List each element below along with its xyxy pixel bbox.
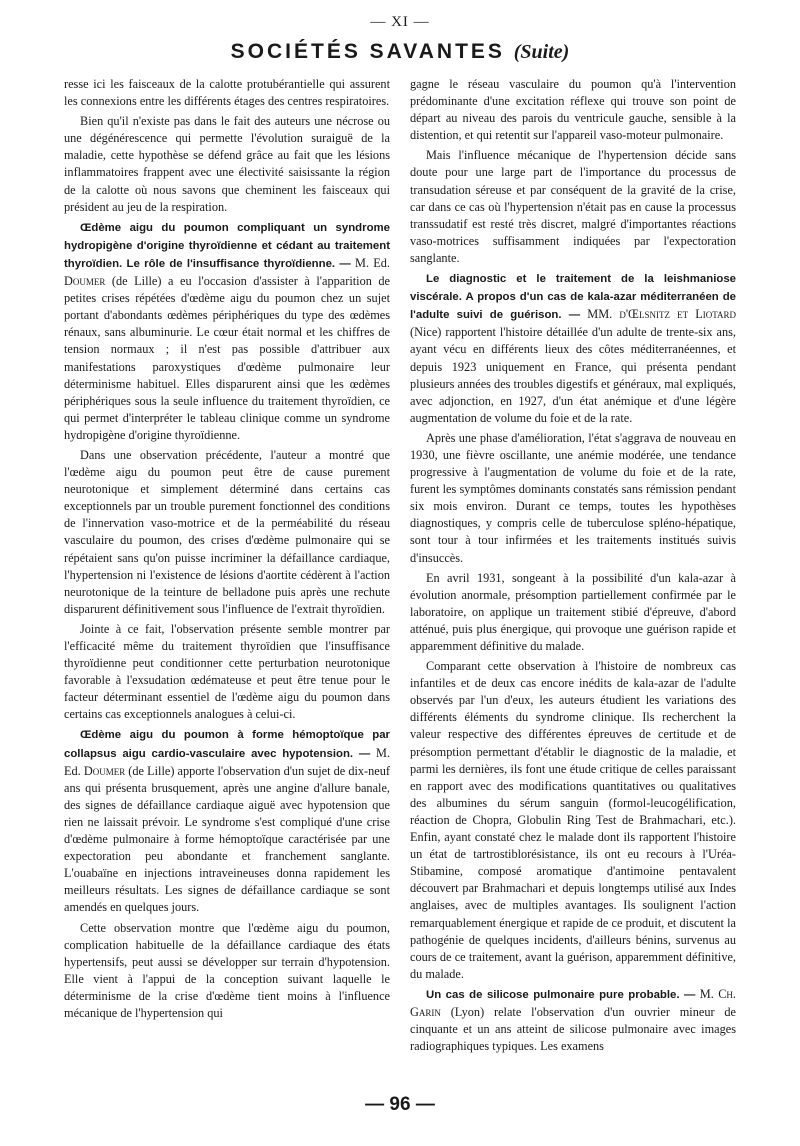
body-paragraph: Bien qu'il n'existe pas dans le fait des auteurs une nécrose ou une dégénérescence qui permette l'évolution suraiguë de la maladie, cette hypothèse se défend grâce au fait que les lésions inflammatoires frappent avec une électivité saisissante la région de la calotte où nous savons que cheminent les faisceaux qui président au jeu de la respiration. bbox=[64, 114, 390, 214]
abstract-paragraph bbox=[410, 270, 736, 427]
abstract-heading: Un cas de silicose pulmonaire pure probable. — bbox=[426, 988, 696, 1001]
paragraph-text: (de Lille) apporte l'observation d'un sujet de dix-neuf ans qui présenta brusquement, après une angine d'allure banale, des signes de défaillance cardiaque aiguë avec hypotension que rien ne laissait prévoir. Le syndrome s'est compliqué d'une crise d'œdème pulmonaire à forme hémoptoïque caractérisée par une expectoration peu abondante et franchement sanglante. L'ouabaïne en injections intraveineuses donna rapidement les meilleurs résultats. Les signes de défaillance cardiaque se sont amendés en quelques jours. bbox=[64, 763, 390, 915]
abstract-heading: Œdème aigu du poumon à forme hémoptoïque par collapsus aigu cardio-vasculaire avec hypotension. — bbox=[64, 729, 390, 760]
journal-title-text: SOCIÉTÉS SAVANTES bbox=[230, 40, 505, 63]
abstract-heading: Le diagnostic et le traitement de la leishmaniose viscérale. A propos d'un cas de kala-azar méditerranéen de l'adulte suivi de guérison. — bbox=[410, 273, 736, 322]
journal-section-title bbox=[0, 40, 800, 64]
left-column bbox=[64, 76, 390, 1086]
body-paragraph: Jointe à ce fait, l'observation présente semble montrer par l'efficacité même du traitement thyroïdien que l'insuffisance thyroïdienne peut conditionner cette perturbation neurotonique favorable à l'exsudation œdémateuse et peut être tenue pour le facteur déterminant essentiel de l'œdème aigu du poumon dans certains cas exceptionnels analogues à celui-ci. bbox=[64, 621, 390, 722]
author-prefix: M. bbox=[695, 986, 719, 1001]
body-paragraph: Comparant cette observation à l'histoire de nombreux cas infantiles et de deux cas encore inédits de kala-azar de l'adulte observés par l'un d'eux, les auteurs étudient les variations des différents éléments du syndrome clinique. Ils recherchent la valeur respective des différentes épreuves de certitude et de présomption permettant d'établir le diagnostic de la maladie, et parmi les dernières, ils font une étude critique de celles paraissant en rapport avec des modifications quantitatives ou qualitatives des albumines du sérum sanguin (formol-leucogélification, réaction de Chopra, Globulin Ring Test de Brahmachari, etc.). Enfin, ayant constaté chez le malade dont ils rapportent l'histoire un état de tartrostiblorésistance, ils ont eu recours à l'Uréa-Stibamine, composé aromatique d'antimoine pentavalent découvert par Brahmachari et depuis longtemps utilisé aux Indes anglaises, avec de multiples avantages. Ils soulignent l'action remarquablement énergique et rapide de ce produit, et discutent la pathogénie de quelques incidents, d'ailleurs bénins, survenus au cours de ce traitement, avant la guérison, apparemment définitive, du malade. bbox=[410, 659, 736, 981]
paragraph-text: (de Lille) a eu l'occasion d'assister à l'apparition de petites crises répétées d'œdème aigu du poumon chez un sujet portant d'abondants œdèmes périphériques du type des œdèmes rénaux, sans albuminurie. Le cœur était normal et les chiffres de tension normaux ; il n'est pas possible d'attribuer aux manifestations paroxystiques d'œdème pulmonaire leur déterminisme habituel. Elles disparurent ainsi que les œdèmes périphériques sous la seule influence du traitement thyroïdien, ce qui permet d'interpréter le tableau clinique comme un syndrome hydropigène d'origine thyroïdienne. bbox=[64, 274, 390, 442]
paragraph-text: (Lyon) relate l'observation d'un ouvrier mineur de cinquante et un ans atteint de silicose pulmonaire avec images radiographiques typiques. Les examens bbox=[410, 1004, 736, 1054]
roman-page-number: — XI — bbox=[370, 14, 430, 30]
article-columns bbox=[64, 76, 736, 1086]
journal-title-suite: (Suite) bbox=[513, 41, 570, 63]
paragraph-text: (Nice) rapportent l'histoire détaillée d'un adulte de trente-six ans, ayant vécu en différents lieux des côtes méditerranéennes, et depuis 1923 uniquement en France, qui présenta pendant plusieurs années des troubles digestifs et généraux, mal expliqués, avec adjonction, en 1927, d'un état anémique et d'une légère augmentation de volume du foie et de la rate. bbox=[410, 325, 736, 425]
author-name: Ch. Garin bbox=[410, 986, 736, 1019]
body-paragraph: Mais l'influence mécanique de l'hypertension décide sans doute pour une large part de l'importance du processus de transudation séreuse et par conséquent de la gravité de la crise, car dans ce cas où l'hypertension n'était pas en cause la processus transsudatif est resté très discret, malgré d'importantes réactions vaso-motrices suffisamment indiquées par l'expectoration sanglante. bbox=[410, 148, 736, 265]
abstract-paragraph bbox=[64, 726, 390, 916]
abstract-heading: Œdème aigu du poumon compliquant un syndrome hydropigène d'origine thyroïdienne et cédant au traitement thyroïdien. Le rôle de l'insuffisance thyroïdienne. — bbox=[64, 221, 390, 270]
author-prefix: M. Ed. bbox=[350, 255, 390, 270]
body-paragraph: Cette observation montre que l'œdème aigu du poumon, complication habituelle de la défaillance cardiaque des états hypertensifs, peut aussi se développer sur terrain d'hypotension. Elle vient à l'appui de la conception suivant laquelle le déterminisme de la crise d'œdème tient moins à l'influence mécanique de l'hypertension qui bbox=[64, 920, 390, 1020]
abstract-paragraph bbox=[64, 219, 390, 444]
body-paragraph: En avril 1931, songeant à la possibilité d'un kala-azar à évolution anormale, présomption partiellement confirmée par le laboratoire, on applique un traitement stibié d'épreuve, d'abord atténué, puis plus énergique, qui provoque une guérison rapide et apparemment définitive du malade. bbox=[410, 570, 736, 653]
continued-paragraph: gagne le réseau vasculaire du poumon qu'à l'intervention prédominante d'une excitation réflexe qui trouve son point de départ au niveau des parois du ventricule gauche, sensible à la distention, et qui retentit sur l'appareil vaso-moteur pulmonaire. bbox=[410, 77, 736, 143]
author-name: d'Œlsnitz et Liotard bbox=[619, 307, 736, 322]
author-prefix: MM. bbox=[580, 307, 620, 322]
author-name: Doumer bbox=[64, 274, 106, 289]
abstract-paragraph bbox=[410, 986, 736, 1055]
author-name: Doumer bbox=[83, 763, 126, 778]
page-number: — 96 — bbox=[365, 1094, 435, 1115]
continued-paragraph: resse ici les faisceaux de la calotte protubérantielle qui assurent les connexions entre les différents étages des centres respiratoires. bbox=[64, 77, 390, 109]
right-column bbox=[410, 76, 736, 1086]
body-paragraph: Dans une observation précédente, l'auteur a montré que l'œdème aigu du poumon peut être de cause purement neurotonique et simplement déterminé dans certains cas exceptionnels par un trouble purement fonctionnel des conditions de l'innervation vaso-motrice et de la perméabilité du réseau vasculaire du poumon, des crises d'œdème pulmonaire qui se répétaient sans qu'on puisse incriminer la défaillance cardiaque, l'hypertension ni l'existence de lésions d'aortite cédèrent à l'action neurotonique de la teinture de belladone puis après une rechute disparurent définitivement sous l'influence de l'extrait thyroïdien. bbox=[64, 447, 390, 616]
body-paragraph: Après une phase d'amélioration, l'état s'aggrava de nouveau en 1930, une fièvre oscillante, une anémie modérée, une tendance progressive à l'augmentation de volume du foie et de la rate, furent les symptômes dominants constatés sans rémission pendant six mois environ. Durant ce temps, toutes les hypothèses diagnostiques, y compris celle de tuberculose spléno-hépatique, sont tour à tour infirmées et les traitements institués suivis d'insuccès. bbox=[410, 430, 736, 565]
author-prefix: M. Ed. bbox=[64, 745, 390, 778]
